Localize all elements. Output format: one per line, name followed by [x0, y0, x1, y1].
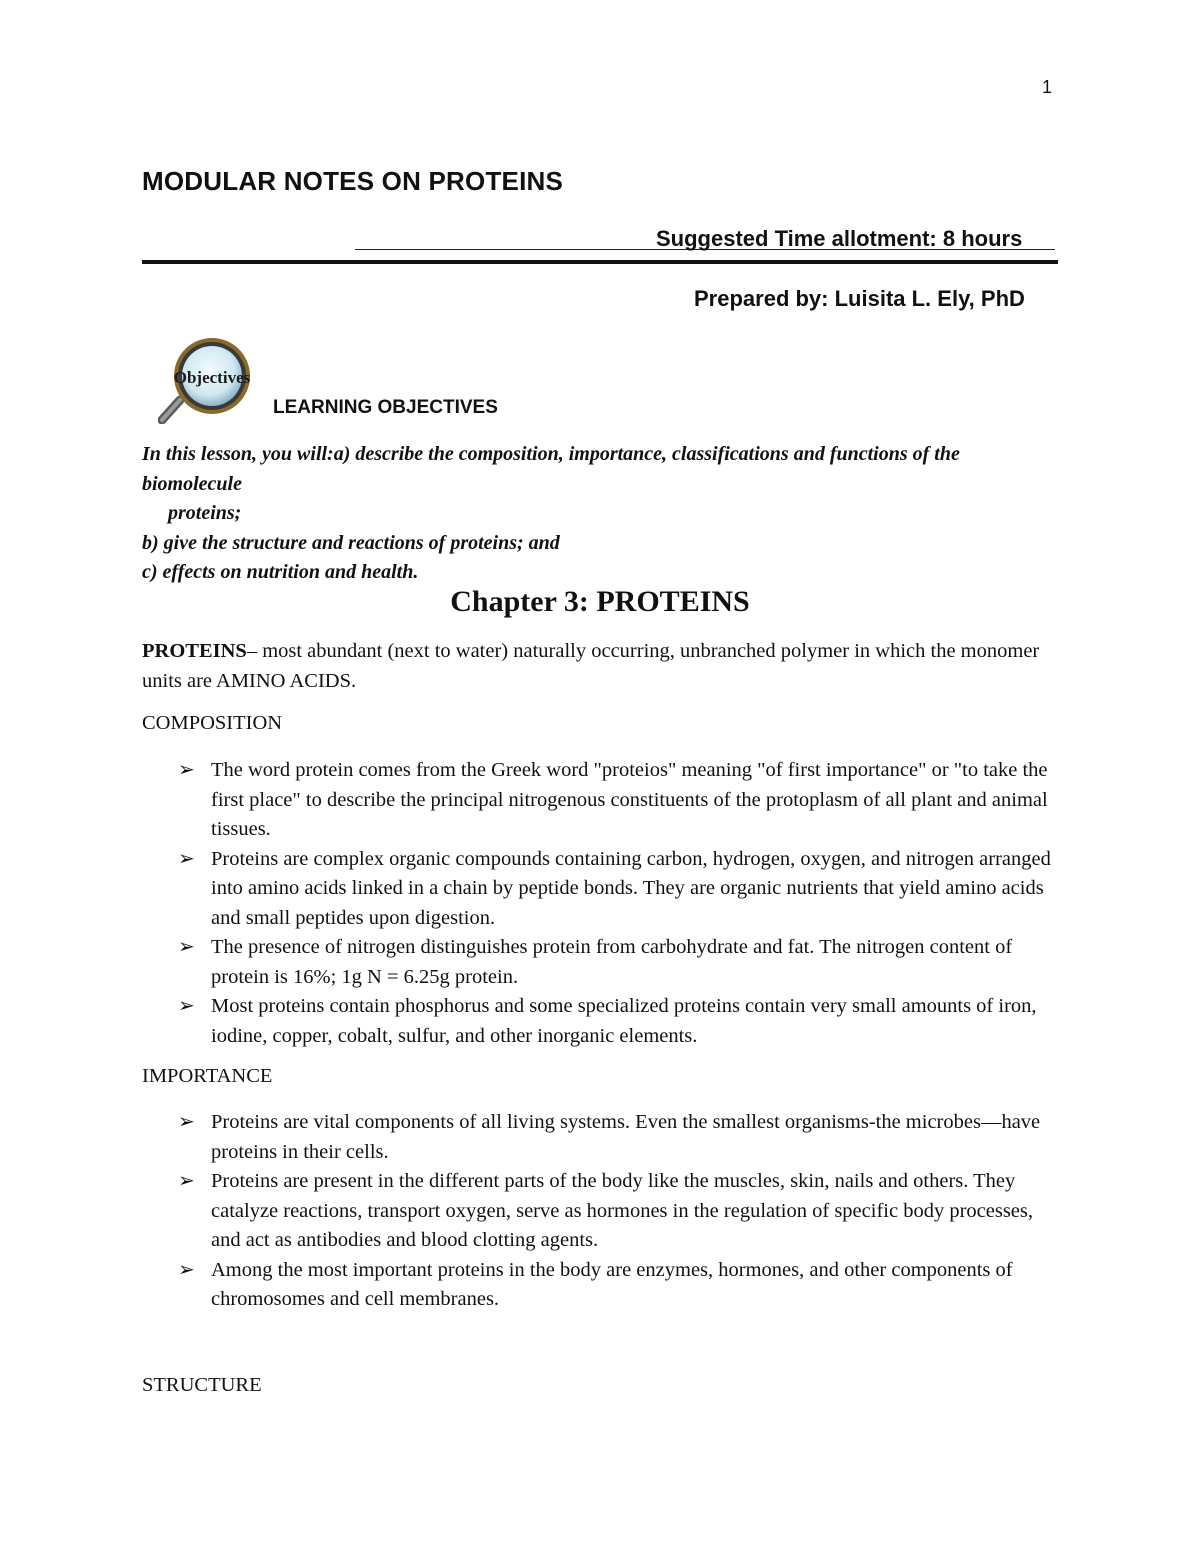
- composition-list: [178, 756, 1063, 1051]
- structure-heading: STRUCTURE: [142, 1374, 262, 1396]
- proteins-definition: [142, 637, 1067, 696]
- learning-objectives-heading: LEARNING OBJECTIVES: [273, 397, 498, 418]
- objective-line: In this lesson, you will:a) describe the composition, importance, classifications and functions of the biomolecule: [142, 443, 960, 495]
- importance-list: [178, 1108, 1063, 1315]
- page-number: 1: [1042, 77, 1053, 97]
- objective-line: proteins;: [168, 502, 242, 524]
- arrow-bullet-icon: ➢: [178, 1258, 195, 1281]
- prepared-by: Prepared by: Luisita L. Ely, PhD: [694, 286, 1025, 311]
- list-item: ➢ Proteins are vital components of all living systems. Even the smallest organisms-the microbes—have proteins in their cells.: [178, 1108, 1063, 1167]
- arrow-bullet-icon: ➢: [178, 847, 195, 870]
- arrow-bullet-icon: ➢: [178, 936, 195, 958]
- definition-term: PROTEINS: [142, 640, 247, 662]
- learning-objectives-text: [142, 440, 1062, 588]
- definition-text: – most abundant (next to water) naturally occurring, unbranched polymer in which the monomer units are AMINO ACIDS.: [142, 640, 1040, 692]
- importance-heading: IMPORTANCE: [142, 1065, 273, 1087]
- objectives-magnifier-logo: [158, 334, 258, 424]
- list-item: ➢ The presence of nitrogen distinguishes protein from carbohydrate and fat. The nitrogen content of protein is 16%; 1g N = 6.25g protein.: [178, 933, 1063, 992]
- objective-line: c) effects on nutrition and health.: [142, 561, 419, 583]
- svg-text:Objectives: Objectives: [173, 368, 251, 387]
- objective-line: b) give the structure and reactions of proteins; and: [142, 531, 560, 554]
- arrow-bullet-icon: ➢: [178, 995, 195, 1017]
- header-divider: [142, 260, 1058, 264]
- chapter-title: Chapter 3: PROTEINS: [450, 585, 750, 618]
- document-title: MODULAR NOTES ON PROTEINS: [142, 166, 564, 196]
- arrow-bullet-icon: ➢: [178, 759, 195, 781]
- time-allotment: Suggested Time allotment: 8 hours: [656, 226, 1023, 251]
- list-item: ➢ Most proteins contain phosphorus and some specialized proteins contain very small amounts of iron, iodine, copper, cobalt, sulfur, and other inorganic elements.: [178, 992, 1063, 1051]
- list-item: ➢ The word protein comes from the Greek word "proteios" meaning "of first importance" or "to take the first place" to describe the principal nitrogenous constituents of the protoplasm of all plant and animal tissues.: [178, 756, 1063, 845]
- composition-heading: COMPOSITION: [142, 712, 283, 734]
- list-item: ➢ Proteins are complex organic compounds containing carbon, hydrogen, oxygen, and nitrogen arranged into amino acids linked in a chain by peptide bonds. They are organic nutrients that yield amino acids and small peptides upon digestion.: [178, 845, 1063, 934]
- list-item: ➢ Proteins are present in the different parts of the body like the muscles, skin, nails and others. They catalyze reactions, transport oxygen, serve as hormones in the regulation of specific body processes, and act as antibodies and blood clotting agents.: [178, 1167, 1063, 1256]
- arrow-bullet-icon: ➢: [178, 1111, 195, 1133]
- list-item: ➢ Among the most important proteins in the body are enzymes, hormones, and other components of chromosomes and cell membranes.: [178, 1256, 1063, 1315]
- arrow-bullet-icon: ➢: [178, 1170, 195, 1192]
